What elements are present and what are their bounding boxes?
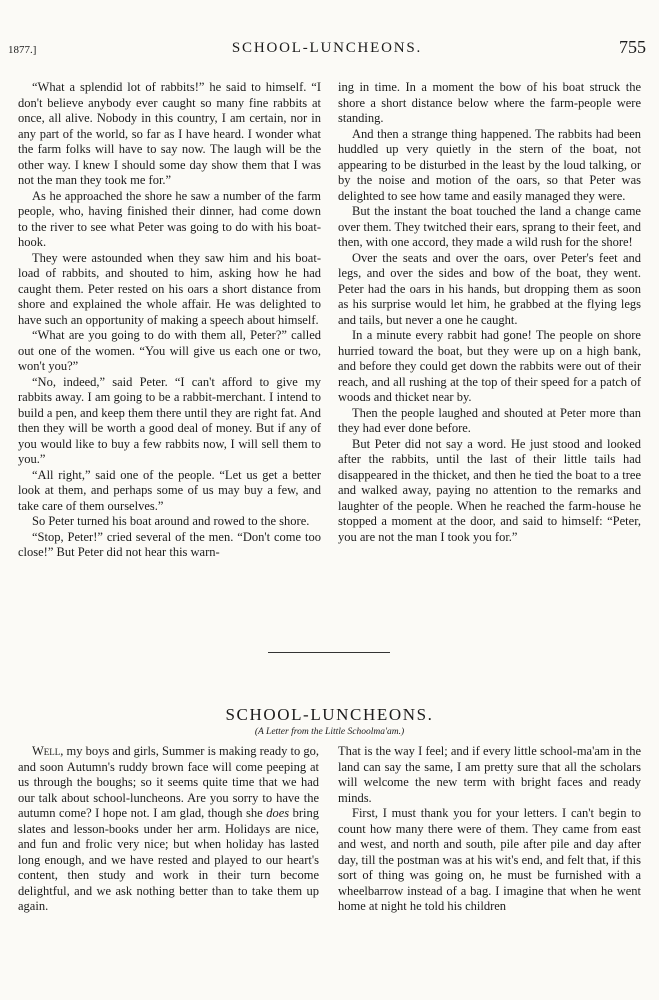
article-paragraph: First, I must thank you for your letters. I can't begin to count how many there were of them. They came from east and west, and north and south, pile after pile and day after day, till the postman was at his wit's end, and felt that, if this sort of thing was going on, he must be furnished with a wheelbarrow instead of a bag. I imagine that when he went home at night he told his children [338,806,641,913]
article-title: SCHOOL-LUNCHEONS. [225,705,434,724]
article-left-column [18,744,319,915]
article-paragraph [18,744,319,915]
story-paragraph: But the instant the boat touched the land a change came over them. They twitched their ears, sprang to their feet, and then, with one accord, they made a wild rush for the shore! [338,204,641,249]
story-paragraph: “What are you going to do with them all, Peter?” called out one of the women. “You will give us each one or two, won't you?” [18,328,321,373]
article-subtitle: (A Letter from the Little Schoolma'am.) [254,727,405,737]
story-paragraph: “Stop, Peter!” cried several of the men. “Don't come too close!” But Peter did not hear this warn- [18,529,321,559]
header-title: SCHOOL-LUNCHEONS. [231,40,423,56]
story-paragraph: As he approached the shore he saw a number of the farm people, who, having finished their dinner, had come down to the river to see what Peter was going to do with his boat-hook. [18,188,321,249]
running-header [8,37,646,62]
article-text: bring slates and lesson-books under her arm. Holidays are nice, and fun and frolic very nice; but when holiday has lasted long enough, and we have rested and played to our heart's content, then study and work in their turn become delightful, and we ask nothing better than to take them up again. [18,806,319,913]
page-number: 755 [619,37,646,57]
opening-word: Well, [32,744,64,758]
story-paragraph: They were astounded when they saw him and his boat-load of rabbits, and shouted to him, asking how he had caught them. Peter rested on his oars a short distance from shore and explained the whole affair. He was delighted to have such an opportunity of making a speech about himself. [18,250,321,327]
article-paragraph-continued: That is the way I feel; and if every little school-ma'am in the land can say the same, I am pretty sure that all the scholars will welcome the new term with bright faces and ready minds. [338,744,641,805]
header-year: 1877.] [8,44,37,56]
story-paragraph: In a minute every rabbit had gone! The people on shore hurried toward the boat, but they were up on a high bank, and before they could get down the rabbits were out of their reach, and all rushing at the top of their speed for a patch of woods and thicket near by. [338,328,641,404]
article-text: my boys and girls, Summer is making ready to go, and soon Autumn's ruddy brown face will come peeping at us through the boughs; so it seems quite time that we had our talk about school-luncheons. Are you sorry to have the autumn come? I hope not. I am glad, though she [18,744,319,820]
story-paragraph: “What a splendid lot of rabbits!” he said to himself. “I don't believe anybody ever caught so many fine rabbits at once, all alive. Nobody in this country, I am certain, nor in any part of the world, so far as I have heard. I wonder what the farm folks will have to say now. The laugh will be the other way. I knew I should some day show them that I was not the man they took me for.” [18,80,321,187]
story-paragraph: But Peter did not say a word. He just stood and looked after the rabbits, until the last of their little tails had disappeared in the thicket, and then he tied the boat to a tree and walked away, paying no attention to the remarks and laughter of the people. When he reached the farm-house he stopped a moment at the door, and said to himself: “Peter, you are not the man I took you for.” [338,436,641,544]
story-paragraph: So Peter turned his boat around and rowed to the shore. [32,514,310,528]
story-paragraph: Over the seats and over the oars, over Peter's feet and legs, and over the sides and bow of the boat, they went. Peter had the oars in his hands, but dropping them as soon as his surprise would let him, he grabbed at the flying legs and tails, but never a one he caught. [338,250,641,327]
story-left-column [18,80,321,561]
story-paragraph: “All right,” said one of the people. “Let us get a better look at them, and perhaps some of us may buy a few, and take care of them ourselves.” [18,467,321,513]
story-right-column [338,80,641,545]
article-right-column [338,744,641,915]
section-divider [268,652,390,653]
emphasis-word: does [266,806,290,820]
story-paragraph: And then a strange thing happened. The rabbits had been huddled up very quietly in the stern of the boat, not appearing to be disturbed in the least by the loud talking, or by the noise and motion of the oars, so that Peter was delighted to see how tame and easily managed they were. [338,126,641,203]
story-paragraph: Then the people laughed and shouted at Peter more than they had ever done before. [338,405,641,435]
story-paragraph: “No, indeed,” said Peter. “I can't afford to give my rabbits away. I am going to be a rabbit-merchant. I intend to build a pen, and keep them there until they are right fat. And then they will be worth a good deal of money. But if any of you would like to buy a few rabbits now, I will sell them to you.” [18,374,321,466]
story-paragraph-continued: ing in time. In a moment the bow of his boat struck the shore a short distance below where the farm-people were standing. [338,80,641,125]
